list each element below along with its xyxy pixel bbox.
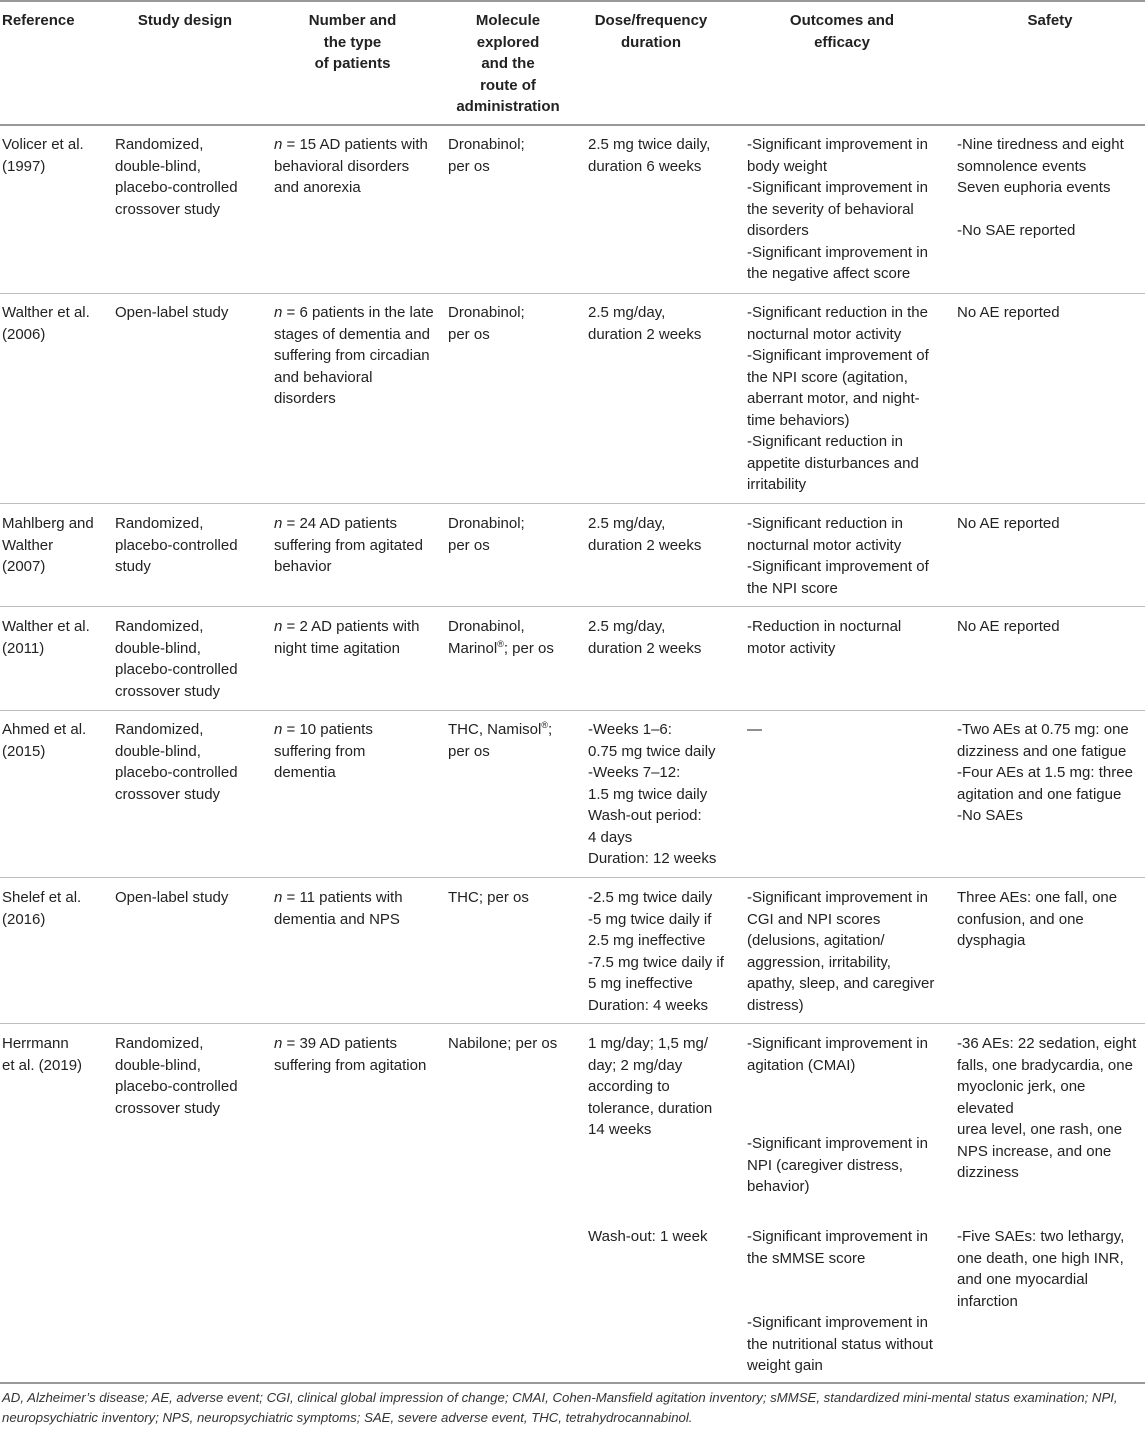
cell-safety: -36 AEs: 22 sedation, eight falls, one bradycardia, one myoclonic jerk, one elevated urea level, one rash, one NPS increase, and one dizziness bbox=[957, 1035, 1137, 1181]
n-symbol: n bbox=[274, 515, 283, 532]
cell-outcomes: -Significant improvement in agitation (CMAI) bbox=[747, 1035, 928, 1074]
cell-reference: Walther et al. (2006) bbox=[2, 304, 90, 343]
cell-outcomes: -Significant improvement in the nutritional status without weight gain bbox=[747, 1314, 933, 1374]
cell-outcomes: -Significant reduction in the nocturnal motor activity -Significant improvement of the NPI score (agitation, aberrant motor, and night- time behaviors) -Significant reduction in appetite disturbances and irritability bbox=[747, 304, 929, 493]
patients-text: = 10 patients suffering from dementia bbox=[274, 721, 373, 781]
cell-outcomes: -Significant improvement in body weight -Significant improvement in the severity of behavioral disorders -Significant improvement in the negative affect score bbox=[747, 136, 928, 282]
cell-outcomes: -Reduction in nocturnal motor activity bbox=[747, 618, 902, 657]
header-patients: Number and the type of patients bbox=[308, 12, 397, 72]
header-outcomes: Outcomes and efficacy bbox=[789, 12, 895, 51]
molecule-text: Dronabinol, Marinol bbox=[448, 618, 525, 657]
header-molecule: Molecule explored and the route of administration bbox=[456, 12, 560, 115]
cell-reference: Ahmed et al. (2015) bbox=[2, 721, 87, 760]
cell-molecule: Dronabinol; per os bbox=[448, 515, 525, 554]
cell-molecule bbox=[448, 719, 578, 762]
cell-reference: Volicer et al. (1997) bbox=[2, 136, 84, 175]
header-bottom-rule bbox=[0, 124, 1145, 126]
cell-outcomes: -Significant improvement in NPI (caregiver distress, behavior) bbox=[747, 1135, 928, 1195]
cell-dose: 2.5 mg twice daily, duration 6 weeks bbox=[588, 136, 711, 175]
cell-outcomes: -Significant improvement in CGI and NPI scores (delusions, agitation/ aggression, irritability, apathy, sleep, and caregiver distress) bbox=[747, 889, 935, 1014]
cell-reference: Mahlberg and Walther (2007) bbox=[2, 515, 94, 575]
row-divider bbox=[0, 503, 1145, 504]
cell-patients bbox=[274, 513, 439, 578]
n-symbol: n bbox=[274, 304, 283, 321]
n-symbol: n bbox=[274, 889, 283, 906]
cell-patients bbox=[274, 616, 439, 659]
n-symbol: n bbox=[274, 1035, 283, 1052]
n-symbol: n bbox=[274, 136, 283, 153]
cell-outcomes: -Significant reduction in nocturnal motor activity -Significant improvement of the NPI score bbox=[747, 515, 929, 597]
registered-mark: ® bbox=[497, 638, 504, 649]
patients-text: = 24 AD patients suffering from agitated behavior bbox=[274, 515, 423, 575]
table-bottom-rule bbox=[0, 1382, 1145, 1384]
cell-safety: -Nine tiredness and eight somnolence events Seven euphoria events -No SAE reported bbox=[957, 136, 1124, 239]
route-text: ; per os bbox=[503, 639, 554, 657]
cell-patients bbox=[274, 134, 439, 199]
cell-reference: Walther et al. (2011) bbox=[2, 618, 90, 657]
cell-dose: 2.5 mg/day, duration 2 weeks bbox=[588, 304, 702, 343]
cell-patients bbox=[274, 302, 439, 410]
cell-design: Open-label study bbox=[115, 889, 229, 906]
cell-design: Randomized, double-blind, placebo-controlled crossover study bbox=[115, 136, 238, 218]
cell-design: Randomized, double-blind, placebo-controlled crossover study bbox=[115, 721, 238, 803]
cell-design: Randomized, double-blind, placebo-controlled crossover study bbox=[115, 1035, 238, 1117]
cell-design: Randomized, double-blind, placebo-controlled crossover study bbox=[115, 618, 238, 700]
row-divider bbox=[0, 710, 1145, 711]
cell-outcomes: -Significant improvement in the sMMSE score bbox=[747, 1228, 928, 1267]
patients-text: = 15 AD patients with behavioral disorders and anorexia bbox=[274, 136, 428, 196]
cell-design: Open-label study bbox=[115, 304, 229, 321]
registered-mark: ® bbox=[541, 720, 548, 730]
cell-reference: Herrmann et al. (2019) bbox=[2, 1035, 83, 1074]
cell-dose: -Weeks 1–6: 0.75 mg twice daily -Weeks 7–12: 1.5 mg twice daily Wash-out period: 4 days Duration: 12 weeks bbox=[588, 721, 717, 867]
row-divider bbox=[0, 877, 1145, 878]
header-reference: Reference bbox=[2, 12, 75, 29]
cell-design: Randomized, placebo-controlled study bbox=[115, 515, 238, 575]
n-symbol: n bbox=[274, 618, 283, 635]
cell-dose: 1 mg/day; 1,5 mg/ day; 2 mg/day according to tolerance, duration 14 weeks bbox=[588, 1035, 713, 1138]
patients-text: = 2 AD patients with night time agitation bbox=[274, 618, 420, 657]
table-footnote: AD, Alzheimer’s disease; AE, adverse event; CGI, clinical global impression of change; CMAI, Cohen-Mansfield agitation inventory; sMMSE, standardized mini-mental status examination; NPI, neuropsychiatric inventory; NPS, neuropsychiatric symptoms; SAE, severe adverse event, THC, tetrahydrocannabinol. bbox=[2, 1390, 1118, 1425]
cell-molecule: Dronabinol; per os bbox=[448, 304, 525, 343]
row-divider bbox=[0, 1023, 1145, 1024]
cell-molecule: Nabilone; per os bbox=[448, 1035, 558, 1052]
cell-safety: No AE reported bbox=[957, 515, 1060, 532]
route-text: ; per os bbox=[448, 721, 553, 760]
cell-molecule: Dronabinol; per os bbox=[448, 136, 525, 175]
cell-dose: 2.5 mg/day, duration 2 weeks bbox=[588, 515, 702, 554]
cell-dose-washout: Wash-out: 1 week bbox=[588, 1228, 708, 1245]
cell-dose: -2.5 mg twice daily -5 mg twice daily if 2.5 mg ineffective -7.5 mg twice daily if 5 mg ineffective Duration: 4 weeks bbox=[588, 889, 724, 1014]
cell-dose: 2.5 mg/day, duration 2 weeks bbox=[588, 618, 702, 657]
header-dose: Dose/frequency duration bbox=[594, 12, 708, 51]
cell-patients bbox=[274, 1033, 439, 1076]
header-safety: Safety bbox=[1027, 12, 1073, 29]
cell-safety: -Two AEs at 0.75 mg: one dizziness and one fatigue -Four AEs at 1.5 mg: three agitation and one fatigue -No SAEs bbox=[957, 721, 1133, 824]
header-study-design: Study design bbox=[137, 12, 233, 29]
molecule-text: THC, Namisol bbox=[448, 721, 542, 738]
cell-safety: No AE reported bbox=[957, 618, 1060, 635]
row-divider bbox=[0, 606, 1145, 607]
cell-reference: Shelef et al. (2016) bbox=[2, 889, 82, 928]
n-symbol: n bbox=[274, 721, 283, 738]
cell-outcomes: — bbox=[747, 721, 762, 738]
cell-safety: No AE reported bbox=[957, 304, 1060, 321]
cell-molecule bbox=[448, 616, 578, 659]
cell-molecule: THC; per os bbox=[448, 889, 529, 906]
header-top-rule bbox=[0, 0, 1145, 2]
patients-text: = 6 patients in the late stages of dementia and suffering from circadian and behavioral disorders bbox=[274, 304, 434, 407]
cell-patients bbox=[274, 719, 439, 784]
patients-text: = 39 AD patients suffering from agitation bbox=[274, 1035, 427, 1074]
patients-text: = 11 patients with dementia and NPS bbox=[274, 889, 403, 928]
cell-safety: Three AEs: one fall, one confusion, and one dysphagia bbox=[957, 889, 1118, 949]
cell-safety: -Five SAEs: two lethargy, one death, one high INR, and one myocardial infarction bbox=[957, 1228, 1125, 1310]
row-divider bbox=[0, 293, 1145, 294]
cell-patients bbox=[274, 887, 439, 930]
